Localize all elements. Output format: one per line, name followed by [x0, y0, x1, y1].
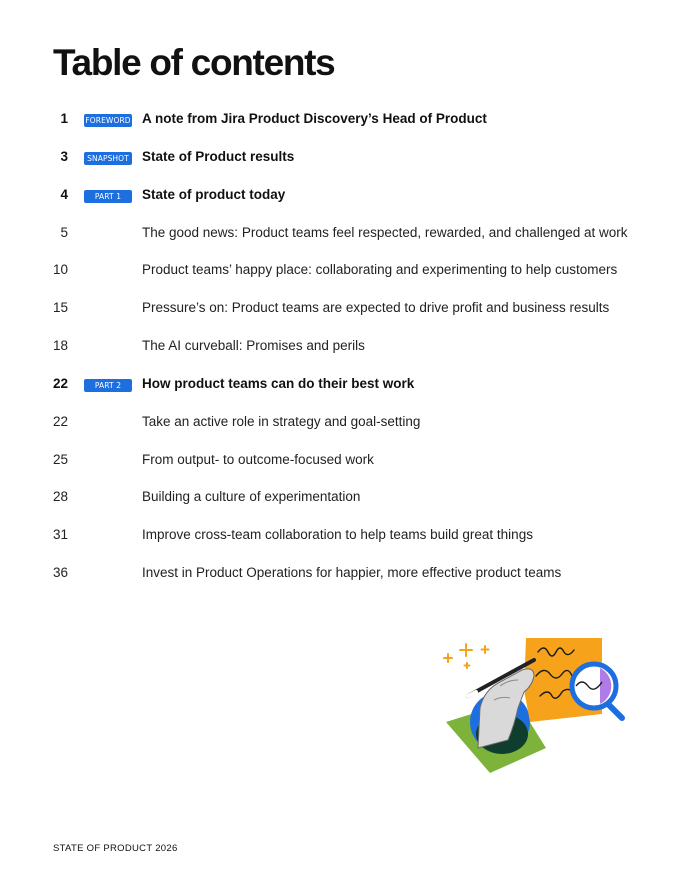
toc-entry-label[interactable]: Take an active role in strategy and goal-setting — [142, 414, 421, 429]
toc-page-number: 25 — [52, 452, 68, 467]
toc-entry-label[interactable]: A note from Jira Product Discovery’s Head of Product — [142, 111, 487, 126]
toc-row[interactable] — [0, 108, 680, 132]
toc-row[interactable] — [0, 335, 680, 359]
toc-row[interactable] — [0, 486, 680, 510]
toc-page-number: 22 — [52, 376, 68, 391]
toc-page-number: 22 — [52, 414, 68, 429]
toc-page-number: 3 — [60, 149, 68, 164]
toc-entry-label[interactable]: Invest in Product Operations for happier, more effective product teams — [142, 565, 562, 580]
toc-entry-label[interactable]: State of Product results — [142, 149, 295, 164]
toc-section-badge: FOREWORD — [85, 116, 131, 125]
sparkle-icon — [444, 644, 489, 668]
toc-page-number: 5 — [60, 225, 68, 240]
toc-page-number: 10 — [52, 262, 68, 277]
toc-row[interactable] — [0, 297, 680, 321]
toc-section-badge: PART 1 — [84, 190, 132, 203]
toc-entry-label[interactable]: Building a culture of experimentation — [142, 489, 361, 504]
toc-page-number: 1 — [60, 111, 68, 126]
toc-entry-label[interactable]: Product teams’ happy place: collaborating and experimenting to help customers — [142, 262, 618, 277]
toc-entry-label[interactable]: How product teams can do their best work — [142, 376, 415, 391]
toc-row[interactable] — [0, 411, 680, 435]
hand-writing-note-with-magnifier-illustration — [438, 630, 634, 780]
toc-entry-label[interactable]: Improve cross-team collaboration to help teams build great things — [142, 527, 533, 542]
toc-entry-label[interactable]: The AI curveball: Promises and perils — [142, 338, 365, 353]
toc-page-number: 31 — [52, 527, 68, 542]
toc-entry-label[interactable]: Pressure’s on: Product teams are expected to drive profit and business results — [142, 300, 610, 315]
toc-page-number: 4 — [60, 187, 68, 202]
toc-section-badge: PART 2 — [84, 379, 132, 392]
toc-page-number: 36 — [52, 565, 68, 580]
toc-row[interactable] — [0, 562, 680, 586]
toc-entry-label[interactable]: The good news: Product teams feel respected, rewarded, and challenged at work — [142, 225, 628, 240]
toc-page-number: 28 — [52, 489, 68, 504]
toc-entry-label[interactable]: State of product today — [142, 187, 286, 202]
toc-row[interactable] — [0, 524, 680, 548]
toc-section-badge: SNAPSHOT — [84, 152, 132, 165]
toc-row[interactable] — [0, 449, 680, 473]
toc-row[interactable] — [0, 222, 680, 246]
toc-page-number: 18 — [52, 338, 68, 353]
toc-row[interactable] — [0, 373, 680, 397]
toc-page-number: 15 — [52, 300, 68, 315]
toc-row[interactable] — [0, 259, 680, 283]
toc-row[interactable] — [0, 184, 680, 208]
toc-row[interactable] — [0, 146, 680, 170]
toc-entry-label[interactable]: From output- to outcome-focused work — [142, 452, 374, 467]
footer-text: STATE OF PRODUCT 2026 — [53, 843, 178, 854]
page-title: Table of contents — [53, 42, 335, 83]
